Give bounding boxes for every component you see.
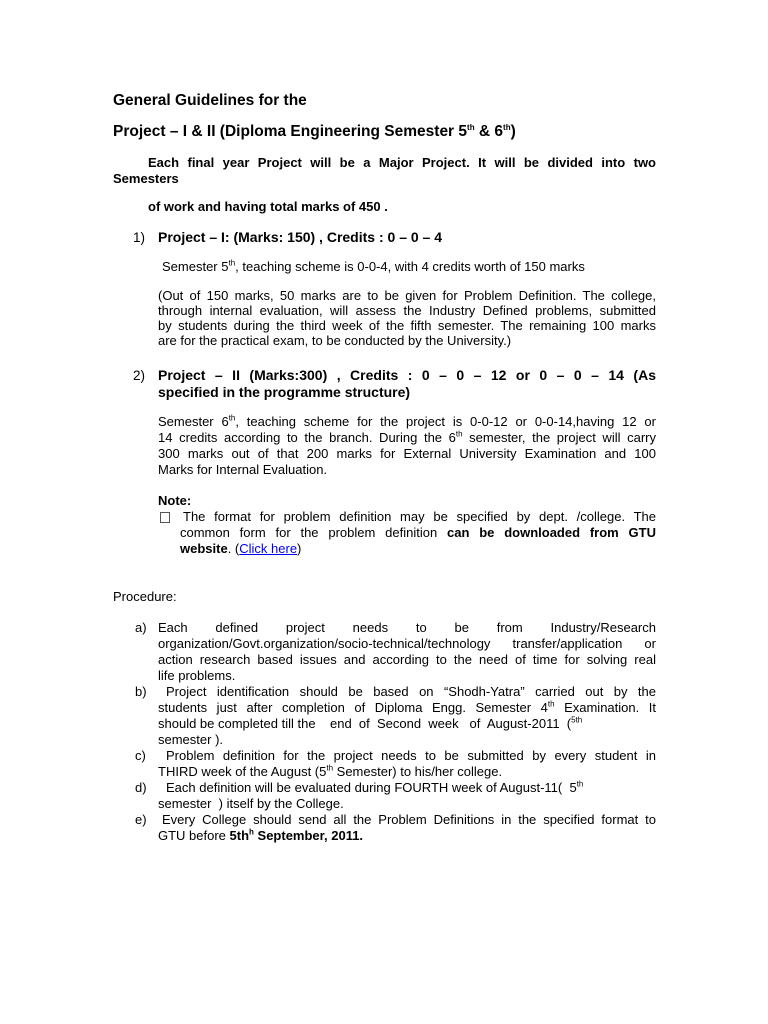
procedure-a-line-1: Each defined project needs to be from Industry/Research [158,620,656,635]
project2-line-4: Marks for Internal Evaluation. [158,462,328,477]
proc-b-l3-sup: 5th [571,715,583,725]
title-line-2 [113,123,516,141]
p2-l1-b: , teaching scheme for the project is 0-0-12 or 0-0-14,having 12 or [235,414,656,429]
note-line-3 [180,541,301,557]
title-line-1: General Guidelines for the [113,92,307,109]
project2-line-2 [158,430,656,446]
note-line-2-bold: can be downloaded from GTU [447,525,656,540]
procedure-e-letter: e) [135,812,147,827]
proc-d-l1-a: Each definition will be evaluated during FOURTH week of August-11( 5 [166,780,577,795]
procedure-d-letter: d) [135,780,147,795]
title-sup-1: th [467,122,475,132]
procedure-b-line-3 [158,716,582,732]
intro-line-2: Semesters [113,171,179,186]
p2-l2-a: 14 credits according to the branch. During the 6 [158,430,456,445]
proc-d-l1-sup: th [576,779,584,789]
project1-para-line-3: by students during the third week of the fifth semester. The remaining 100 marks [158,318,656,333]
project2-line-1 [158,414,656,430]
p1-scheme-sup: th [228,258,236,268]
proc-b-l2-sup: th [547,699,555,709]
proc-b-l2-b: Examination. It [554,700,656,715]
project2-line-3: 300 marks out of that 200 marks for External University Examination and 100 [158,446,656,461]
project1-scheme [162,259,585,275]
p2-l2-b: semester, the project will carry [462,430,656,445]
click-here-link[interactable]: Click here [239,541,298,556]
procedure-a-line-4: life problems. [158,668,236,683]
proc-e-l2-a: GTU before [158,828,230,843]
proc-c-l2-sup: th [326,763,334,773]
procedure-label: Procedure: [113,589,177,604]
project1-number: 1) [133,230,146,245]
note-line-1: The format for problem definition may be specified by dept. /college. The [183,509,656,524]
note-line-2 [180,525,656,541]
proc-b-l2-a: students just after completion of Diploma Engg. Semester 4 [158,700,548,715]
procedure-b-line-2 [158,700,656,716]
project1-para-line-4: are for the practical exam, to be conducted by the University.) [158,333,512,348]
project1-heading: Project – I: (Marks: 150) , Credits : 0 – 0 – 4 [158,229,443,245]
procedure-b-letter: b) [135,684,147,699]
procedure-a-line-3: action research based issues and according to the need of time for solving real [158,652,656,667]
proc-c-l2-a: THIRD week of the August (5 [158,764,327,779]
procedure-c-line-1: Problem definition for the project needs to be submitted by every student in [166,748,656,763]
procedure-d-line-1 [166,780,583,796]
procedure-b-line-1: Project identification should be based on “Shodh-Yatra” carried out by the [166,684,656,699]
procedure-e-line-2 [158,828,363,844]
procedure-c-letter: c) [135,748,146,763]
p2-l1-sup: th [228,413,236,423]
proc-e-l2-sup: h [249,827,254,837]
procedure-c-line-2 [158,764,502,780]
note-line-3-mid: . ( [227,541,240,556]
procedure-d-line-2: semester ) itself by the College. [158,796,344,811]
title-sup-2: th [503,122,511,132]
p1-scheme-a: Semester 5 [162,259,229,274]
note-bullet-icon [160,512,170,523]
title-text-b: & 6 [474,123,504,140]
project2-heading-line-1: Project – II (Marks:300) , Credits : 0 – 0 – 12 or 0 – 0 – 14 (As [158,367,656,383]
intro-line-1: Each final year Project will be a Major Project. It will be divided into two [148,155,656,170]
note-line-2-text: common form for the problem definition [180,525,447,540]
title-text-c: ) [510,123,516,140]
p2-l1-a: Semester 6 [158,414,229,429]
procedure-a-letter: a) [135,620,147,635]
project2-number: 2) [133,368,146,383]
note-website-bold: website [180,541,228,556]
proc-e-l2-bold-a: 5th [229,828,250,843]
note-label: Note: [158,493,192,508]
title-text-a: Project – I & II (Diploma Engineering Semester 5 [113,123,468,140]
project1-para-line-2: through internal evaluation, will assess the Industry Defined problems, submitted [158,303,656,318]
proc-e-l2-bold-b: September, 2011. [253,828,364,843]
proc-c-l2-b: Semester) to his/her college. [333,764,503,779]
project1-para-line-1: (Out of 150 marks, 50 marks are to be given for Problem Definition. The college, [158,288,656,303]
p1-scheme-b: , teaching scheme is 0-0-4, with 4 credits worth of 150 marks [235,259,585,274]
proc-b-l3-a: should be completed till the end of Second week of August-2011 ( [158,716,572,731]
p2-l2-sup: th [455,429,463,439]
project2-heading-line-2: specified in the programme structure) [158,384,411,400]
procedure-b-line-4: semester ). [158,732,224,747]
procedure-a-line-2: organization/Govt.organization/socio-technical/technology transfer/application or [158,636,656,651]
procedure-e-line-1: Every College should send all the Problem Definitions in the specified format to [162,812,656,827]
note-line-3-end: ) [297,541,302,556]
intro-line-3: of work and having total marks of 450 . [148,199,388,214]
